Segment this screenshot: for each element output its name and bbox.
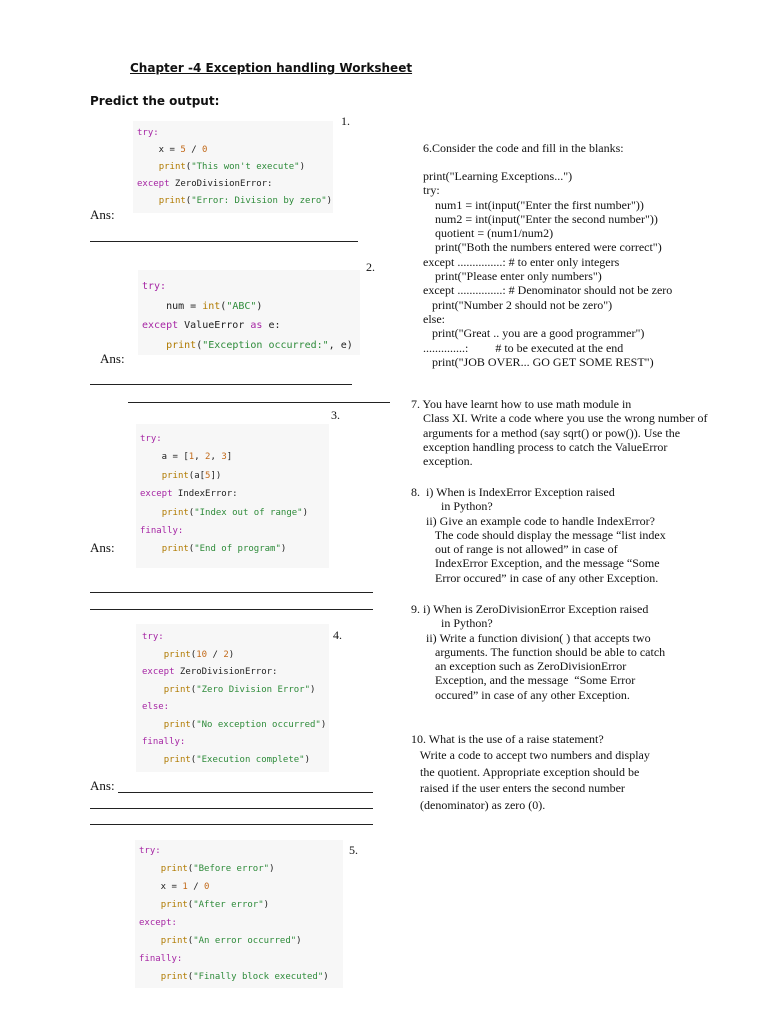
text-line: print("Please enter only numbers") [423, 269, 602, 284]
code-token: 1 [182, 882, 188, 892]
answer-label-q3: Ans: [90, 540, 115, 555]
code-line [139, 968, 329, 986]
code-token: ( [187, 864, 194, 874]
code-token: ZeroDivisionError: [174, 667, 278, 677]
code-line [142, 734, 185, 752]
code-token: "Exception occurred:" [202, 339, 329, 351]
text-line: except ...............: # Denominator should not be zero [423, 283, 673, 298]
answer-line [90, 808, 373, 809]
code-line [140, 485, 238, 503]
code-token: / [207, 649, 224, 660]
code-token: "End of program" [194, 544, 281, 555]
answer-line [90, 592, 373, 593]
code-token: 2 [223, 649, 229, 660]
text-line: ..............: # to be executed at the end [423, 340, 624, 355]
code-token: print [161, 544, 189, 555]
code-token: ValueError [178, 320, 251, 331]
code-token: ( [187, 900, 194, 910]
text-line: IndexError Exception, and the message “Some [411, 556, 660, 571]
answer-label-q4: Ans: [90, 778, 115, 793]
code-token: ) [310, 684, 316, 695]
code-token: ]) [210, 470, 222, 481]
question-8-text [411, 485, 666, 585]
question-number-4: 4. [333, 628, 342, 642]
code-token: ( [188, 544, 195, 555]
question-number-3: 3. [331, 408, 340, 422]
code-token: 0 [204, 882, 210, 892]
code-token [142, 755, 164, 765]
code-token: ) [280, 544, 287, 555]
text-line: raised if the user enters the second number [411, 781, 625, 796]
answer-label-q2: Ans: [100, 351, 125, 366]
code-token: "Before error" [193, 864, 270, 874]
code-token: 2 [205, 452, 211, 463]
code-token: ) [296, 936, 302, 946]
text-line: (denominator) as zero (0). [411, 797, 546, 812]
text-line: except ...............: # to enter only integers [423, 254, 620, 269]
question-7-text [411, 397, 708, 468]
code-token: ( [190, 649, 197, 660]
code-token: except [140, 489, 173, 500]
code-token: try: [142, 281, 167, 292]
code-token: finally: [139, 954, 183, 964]
code-line [139, 842, 161, 860]
code-token: except: [139, 918, 177, 928]
code-token: ( [187, 936, 194, 946]
code-block-q1 [133, 121, 333, 213]
code-line [142, 316, 280, 336]
text-line: arguments for a method (say sqrt() or pow()). Use the [411, 425, 681, 440]
code-token: print [158, 162, 186, 172]
code-token: num = [142, 300, 203, 312]
code-line [142, 682, 315, 700]
text-line: print("Number 2 should not be zero") [423, 297, 613, 312]
text-line: exception handling process to catch the ValueError [411, 439, 668, 454]
code-token: print [166, 339, 197, 351]
code-token: except [142, 667, 175, 677]
code-token: try: [137, 128, 159, 138]
code-token: print [160, 936, 188, 946]
text-line: print("Learning Exceptions...") [423, 169, 573, 183]
code-line [137, 142, 207, 159]
code-line [140, 467, 221, 485]
answer-line [90, 824, 373, 825]
code-token: ) [304, 754, 310, 765]
answer-line [118, 792, 373, 793]
question-number-2: 2. [366, 260, 375, 274]
code-token: (a[ [188, 470, 206, 481]
code-token: "After error" [193, 900, 264, 910]
code-token: ) [302, 507, 308, 518]
text-line: num1 = int(input("Enter the first number")) [423, 197, 644, 212]
code-token: as [250, 320, 263, 331]
code-token: a = [ [140, 452, 189, 463]
code-line [139, 878, 209, 896]
code-token: "Finally block executed" [193, 972, 324, 982]
code-line [142, 664, 277, 682]
code-line [142, 297, 262, 317]
code-token: "An error occurred" [193, 936, 297, 946]
code-token: print [158, 196, 186, 206]
code-token: ZeroDivisionError: [169, 179, 273, 189]
code-token: e: [262, 320, 281, 331]
text-line: print("JOB OVER... GO GET SOME REST") [423, 354, 654, 369]
code-token: "Execution complete" [196, 754, 305, 765]
text-line: 7. You have learnt how to use math module in [411, 397, 632, 411]
text-line: arguments. The function should be able to catch [411, 644, 666, 659]
code-token: print [163, 684, 191, 695]
code-line [137, 176, 272, 193]
code-token: ( [188, 507, 195, 518]
code-line [139, 896, 269, 914]
code-token: ( [187, 972, 194, 982]
code-token: ( [185, 196, 192, 206]
code-token: ) [256, 300, 263, 312]
code-token: else: [142, 702, 170, 712]
code-token: "No exception occurred" [196, 719, 321, 730]
answer-line [90, 384, 352, 385]
code-line [139, 914, 177, 932]
text-line: exception. [411, 454, 473, 469]
code-token [139, 936, 161, 946]
text-line: quotient = (num1/num2) [423, 226, 554, 241]
code-line [142, 647, 234, 665]
code-token [140, 544, 162, 554]
code-token [137, 162, 159, 172]
question-6-code [423, 169, 672, 369]
text-line: Error occured” in case of any other Exception. [411, 570, 659, 585]
text-line: occured” in case of any other Exception. [411, 687, 630, 702]
code-block-q3 [136, 424, 329, 568]
text-line: 10. What is the use of a raise statement? [411, 732, 604, 746]
code-token: ) [323, 972, 329, 982]
code-line [140, 540, 286, 558]
text-line: in Python? [411, 616, 493, 631]
code-line [142, 717, 326, 735]
code-token: ( [190, 684, 197, 695]
code-token: ) [228, 649, 235, 660]
code-line [140, 522, 183, 540]
text-line: num2 = int(input("Enter the second number")) [423, 211, 658, 226]
code-token: ( [190, 754, 197, 765]
code-token: finally: [142, 737, 186, 747]
code-token: 1 [188, 452, 195, 463]
text-line: Class XI. Write a code where you use the wrong number of [411, 411, 708, 426]
answer-line [128, 402, 390, 403]
code-line [140, 448, 232, 466]
text-line: print("Great .. you are a good programmer") [423, 326, 645, 341]
code-line [139, 932, 302, 950]
section-heading: Predict the output: [90, 94, 220, 108]
code-token: 3 [221, 452, 227, 463]
code-token: except [137, 179, 170, 189]
question-9-text [411, 602, 665, 702]
text-line: else: [423, 311, 445, 326]
text-line: ii) Give an example code to handle IndexError? [411, 513, 655, 528]
text-line: out of range is not allowed” in case of [411, 542, 618, 557]
code-token: 10 [196, 649, 208, 660]
code-token: ) [320, 719, 327, 730]
text-line: the quotient. Appropriate exception should be [411, 764, 640, 779]
code-token [139, 900, 161, 910]
code-token: / [187, 882, 205, 892]
code-line [137, 159, 305, 176]
code-token: print [161, 507, 189, 518]
code-token: ] [226, 452, 233, 463]
code-token: / [185, 145, 203, 155]
code-block-q2 [138, 270, 360, 355]
code-token [142, 650, 164, 660]
code-token: IndexError: [172, 489, 238, 500]
code-line [140, 504, 308, 522]
code-token: ) [299, 162, 305, 172]
code-token: "This won't execute" [191, 162, 300, 172]
code-token: ( [185, 162, 192, 172]
question-6-intro: 6.Consider the code and fill in the blanks: [423, 141, 624, 155]
code-token: print [160, 864, 188, 874]
code-token: int [202, 300, 221, 312]
answer-label-q1: Ans: [90, 207, 115, 222]
code-token: print [163, 649, 191, 660]
code-token: ( [196, 339, 203, 351]
code-token: ) [263, 900, 270, 910]
text-line: Exception, and the message “Some Error [411, 673, 636, 688]
code-token: 5 [205, 470, 211, 481]
text-line: in Python? [411, 499, 493, 514]
answer-line [90, 609, 373, 610]
code-line [139, 950, 182, 968]
code-token [140, 508, 162, 518]
code-block-q5 [135, 840, 343, 988]
code-token: ( [220, 300, 227, 312]
text-line: try: [423, 183, 440, 198]
code-line [137, 125, 159, 142]
code-token [139, 864, 161, 874]
code-token: , e) [328, 339, 353, 351]
text-line: Write a code to accept two numbers and display [411, 748, 650, 763]
code-token: print [160, 972, 188, 982]
code-token: x = [139, 882, 183, 892]
code-token: ) [269, 864, 275, 874]
code-token [140, 471, 162, 481]
code-token: "ABC" [226, 300, 257, 312]
code-token: , [194, 452, 206, 463]
code-token: , [210, 452, 222, 463]
code-token: try: [140, 434, 162, 444]
code-token: "Error: Division by zero" [191, 196, 327, 206]
code-line [140, 430, 162, 448]
text-line: 9. i) When is ZeroDivisionError Exception raised [411, 602, 649, 616]
text-line: an exception such as ZeroDivisionError [411, 659, 627, 674]
text-line: print("Both the numbers entered were correct") [423, 240, 662, 255]
code-token: print [163, 719, 191, 730]
code-line [142, 752, 310, 770]
code-token: 0 [202, 145, 208, 155]
code-token: ( [190, 719, 197, 730]
text-line: ii) Write a function division( ) that accepts two [411, 630, 651, 645]
question-10-text [411, 731, 650, 813]
code-token: try: [142, 632, 164, 642]
question-number-5: 5. [349, 843, 358, 857]
code-token: "Index out of range" [194, 507, 303, 518]
code-line [142, 629, 164, 647]
code-token: 5 [180, 145, 186, 155]
code-token [139, 972, 161, 982]
code-token: x = [137, 145, 181, 155]
code-line [139, 860, 274, 878]
code-token: finally: [140, 526, 184, 536]
code-token: "Zero Division Error" [196, 684, 310, 695]
code-token [142, 340, 166, 351]
code-token [142, 720, 164, 730]
code-token: ) [326, 196, 333, 206]
code-token [142, 685, 164, 695]
code-token: try: [139, 846, 161, 856]
code-token: print [160, 900, 188, 910]
code-line [137, 193, 332, 210]
worksheet-title: Chapter -4 Exception handling Worksheet [130, 61, 413, 75]
answer-line [90, 241, 358, 242]
code-line [142, 277, 166, 297]
code-line [142, 336, 353, 356]
code-token: except [142, 320, 179, 331]
question-number-1: 1. [341, 114, 350, 128]
code-token: print [163, 754, 191, 765]
text-line: 8. i) When is IndexError Exception raised [411, 485, 615, 499]
code-token [137, 196, 159, 206]
code-token: print [161, 470, 189, 481]
code-block-q4 [136, 624, 329, 772]
text-line: The code should display the message “list index [411, 527, 666, 542]
code-line [142, 699, 169, 717]
